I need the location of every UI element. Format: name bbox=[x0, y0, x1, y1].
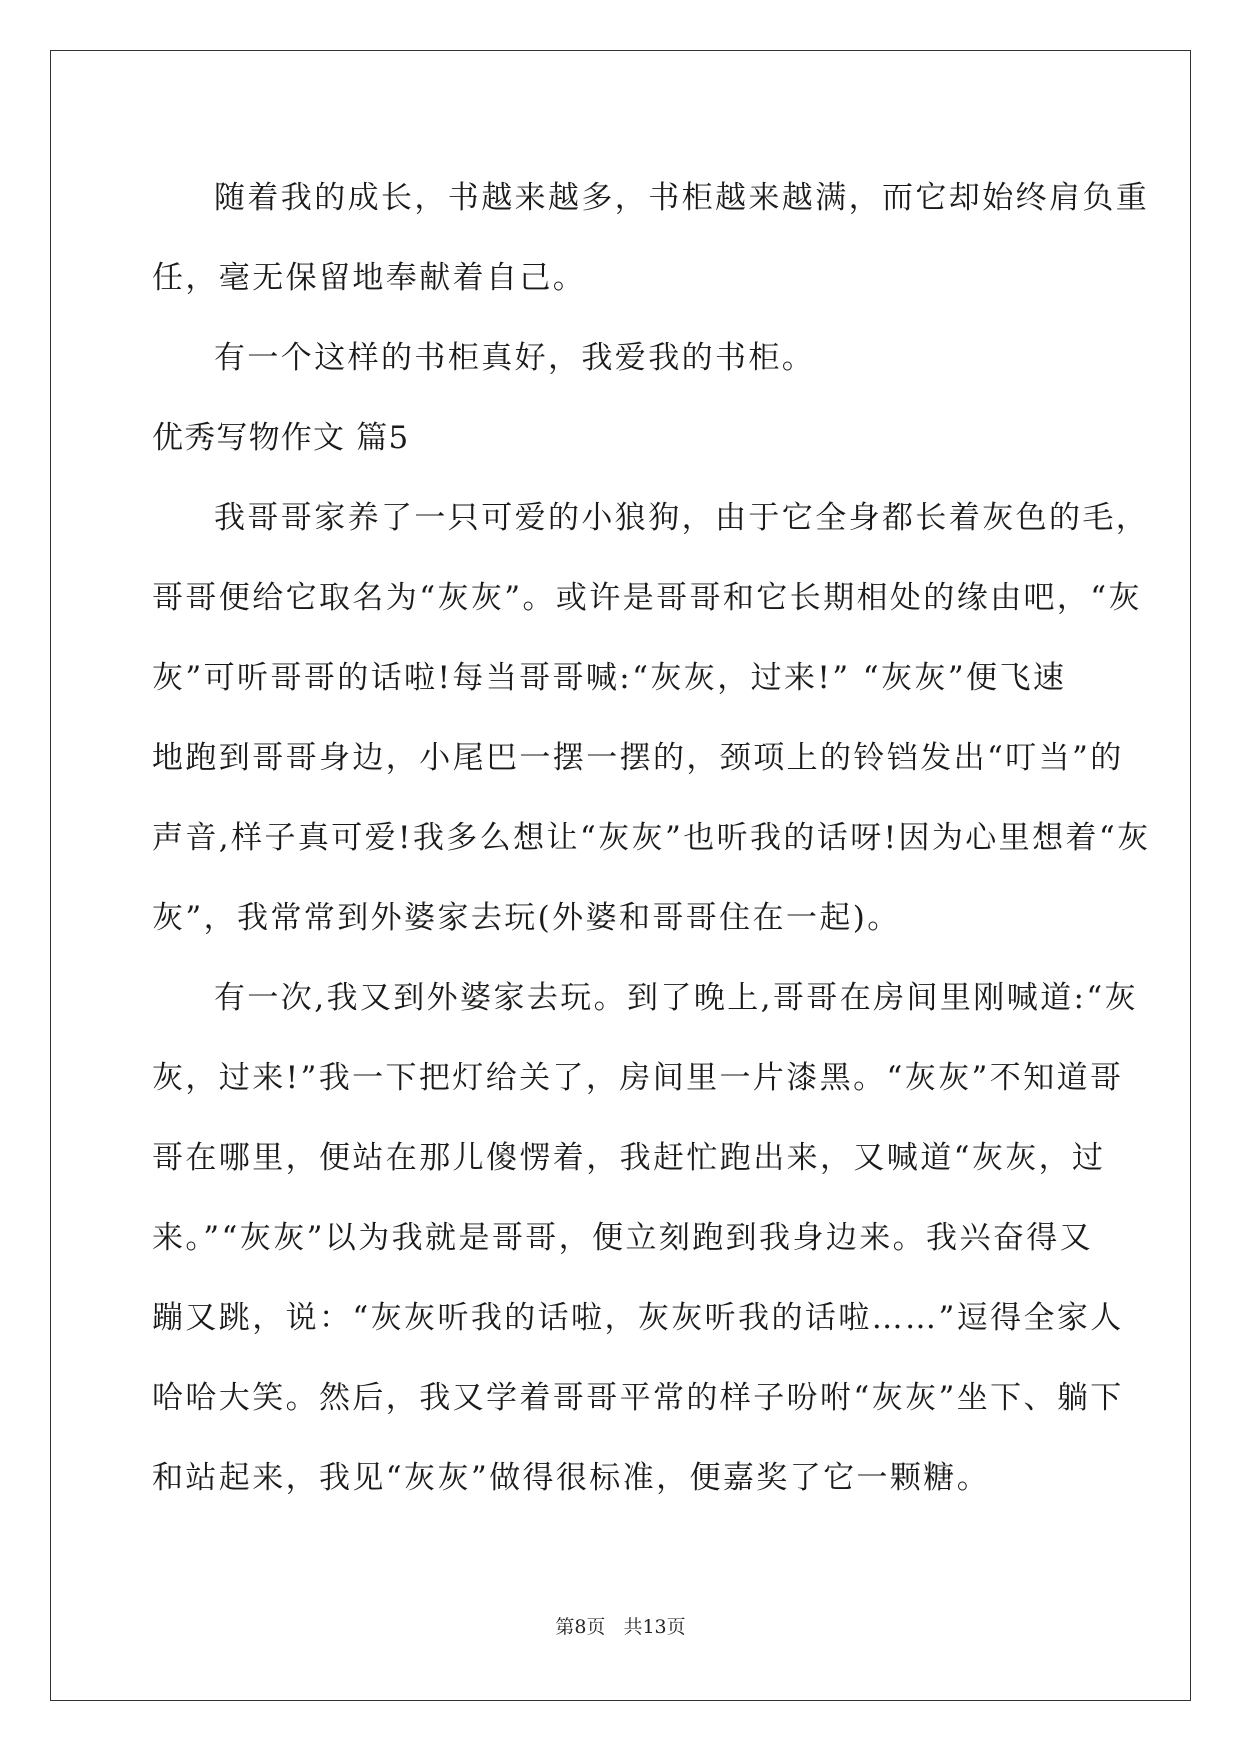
text-line: 哥在哪里，便站在那儿傻愣着，我赶忙跑出来，又喊道“灰灰，过 bbox=[152, 1140, 1106, 1176]
text-line: 有一次,我又到外婆家去玩。到了晚上,哥哥在房间里刚喊道:“灰 bbox=[214, 980, 1138, 1016]
text-line: 哥哥便给它取名为“灰灰”。或许是哥哥和它长期相处的缘由吧，“灰 bbox=[152, 580, 1142, 616]
text-line: 灰”可听哥哥的话啦!每当哥哥喊:“灰灰，过来!” “灰灰”便飞速 bbox=[152, 660, 1067, 696]
document-body bbox=[152, 158, 1151, 1518]
text-line: 蹦又跳，说：“灰灰听我的话啦，灰灰听我的话啦……”逗得全家人 bbox=[152, 1300, 1124, 1336]
text-line: 随着我的成长，书越来越多，书柜越来越满，而它却始终肩负重 bbox=[214, 180, 1150, 216]
text-line: 有一个这样的书柜真好，我爱我的书柜。 bbox=[214, 340, 816, 376]
page-number: 第8页 bbox=[555, 1616, 606, 1638]
page-total: 共13页 bbox=[623, 1616, 686, 1638]
text-line: 哈哈大笑。然后，我又学着哥哥平常的样子吩咐“灰灰”坐下、躺下 bbox=[152, 1380, 1124, 1416]
text-line: 我哥哥家养了一只可爱的小狼狗，由于它全身都长着灰色的毛， bbox=[214, 500, 1150, 536]
text-line: 和站起来，我见“灰灰”做得很标准，便嘉奖了它一颗糖。 bbox=[152, 1460, 991, 1496]
text-line: 灰”，我常常到外婆家去玩(外婆和哥哥住在一起)。 bbox=[152, 900, 901, 936]
text-line: 灰，过来!”我一下把灯给关了，房间里一片漆黑。“灰灰”不知道哥 bbox=[152, 1060, 1124, 1096]
text-line: 地跑到哥哥身边，小尾巴一摆一摆的，颈项上的铃铛发出“叮当”的 bbox=[152, 740, 1124, 776]
text-line: 来。”“灰灰”以为我就是哥哥，便立刻跑到我身边来。我兴奋得又 bbox=[152, 1220, 1094, 1256]
text-line: 任，毫无保留地奉献着自己。 bbox=[152, 260, 587, 296]
page-footer bbox=[0, 1612, 1241, 1639]
section-heading: 优秀写物作文 篇5 bbox=[152, 420, 410, 456]
text-line: 声音,样子真可爱!我多么想让“灰灰”也听我的话呀!因为心里想着“灰 bbox=[152, 820, 1151, 856]
